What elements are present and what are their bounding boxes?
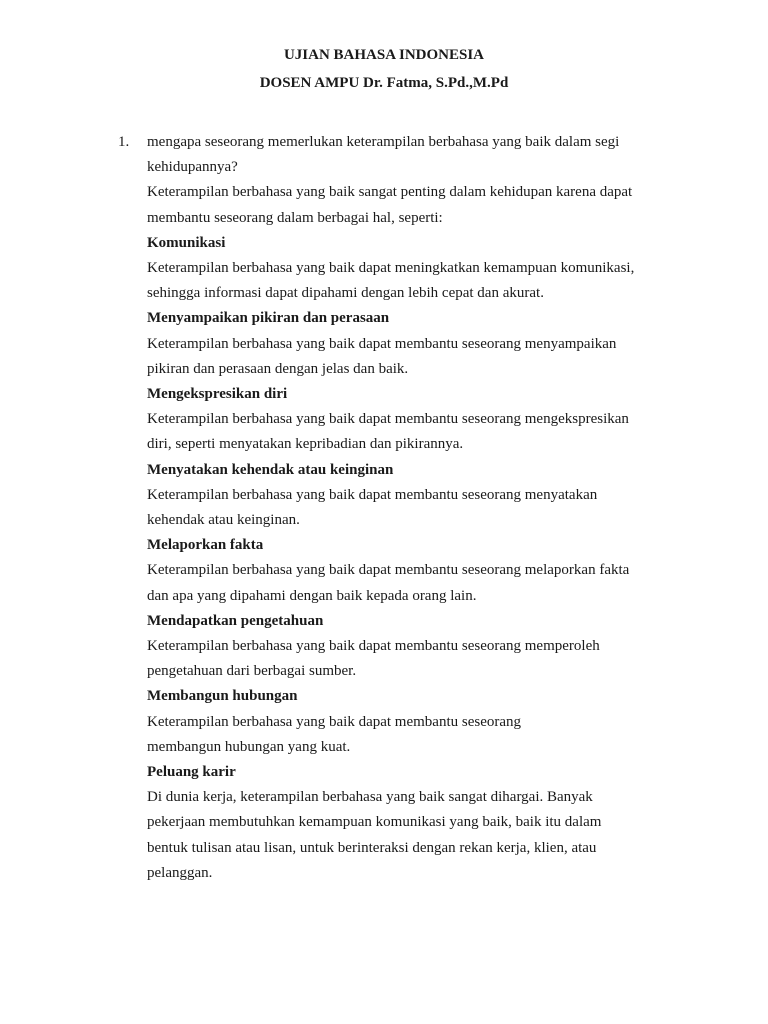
section-line: Keterampilan berbahasa yang baik dapat membantu seseorang menyampaikan (147, 335, 617, 352)
section-heading: Mengekspresikan diri (147, 386, 288, 403)
section-line: sehingga informasi dapat dipahami dengan lebih cepat dan akurat. (147, 285, 544, 302)
intro-line: Keterampilan berbahasa yang baik sangat penting dalam kehidupan karena dapat (147, 184, 633, 201)
intro-line: membantu seseorang dalam berbagai hal, seperti: (147, 209, 443, 226)
section-line: pikiran dan perasaan dengan jelas dan baik. (147, 360, 409, 377)
section-heading: Mendapatkan pengetahuan (147, 612, 324, 629)
document-title: UJIAN BAHASA INDONESIA (283, 47, 485, 63)
section-line: Di dunia kerja, keterampilan berbahasa yang baik sangat dihargai. Banyak (147, 789, 593, 806)
document-subtitle: DOSEN AMPU Dr. Fatma, S.Pd.,M.Pd (259, 75, 509, 91)
section-heading: Membangun hubungan (147, 688, 298, 705)
section-line: diri, seperti menyatakan kepribadian dan pikirannya. (147, 436, 464, 453)
section-line: membangun hubungan yang kuat. (147, 738, 351, 755)
section-line: dan apa yang dipahami dengan baik kepada orang lain. (147, 587, 477, 604)
section-line: pekerjaan membutuhkan kemampuan komunikasi yang baik, baik itu dalam (147, 814, 602, 831)
section-line: pelanggan. (147, 864, 213, 881)
section-heading: Menyatakan kehendak atau keinginan (147, 461, 394, 478)
answer-content (147, 130, 667, 886)
section-heading: Melaporkan fakta (147, 537, 264, 554)
question-line: kehidupannya? (147, 159, 238, 176)
question-number: 1. (118, 134, 130, 150)
section-line: Keterampilan berbahasa yang baik dapat membantu seseorang (147, 713, 522, 730)
section-heading: Komunikasi (147, 234, 226, 251)
section-line: Keterampilan berbahasa yang baik dapat membantu seseorang melaporkan fakta (147, 562, 630, 579)
section-line: Keterampilan berbahasa yang baik dapat meningkatkan kemampuan komunikasi, (147, 260, 635, 277)
section-line: Keterampilan berbahasa yang baik dapat membantu seseorang mengekspresikan (147, 411, 629, 428)
section-heading: Menyampaikan pikiran dan perasaan (147, 310, 390, 327)
question-line: mengapa seseorang memerlukan keterampilan berbahasa yang baik dalam segi (147, 134, 620, 150)
section-line: Keterampilan berbahasa yang baik dapat membantu seseorang memperoleh (147, 638, 600, 655)
section-line: Keterampilan berbahasa yang baik dapat membantu seseorang menyatakan (147, 486, 598, 503)
section-line: bentuk tulisan atau lisan, untuk berinteraksi dengan rekan kerja, klien, atau (147, 839, 597, 856)
section-line: kehendak atau keinginan. (147, 512, 300, 529)
section-heading: Peluang karir (147, 764, 236, 781)
section-line: pengetahuan dari berbagai sumber. (147, 663, 357, 680)
